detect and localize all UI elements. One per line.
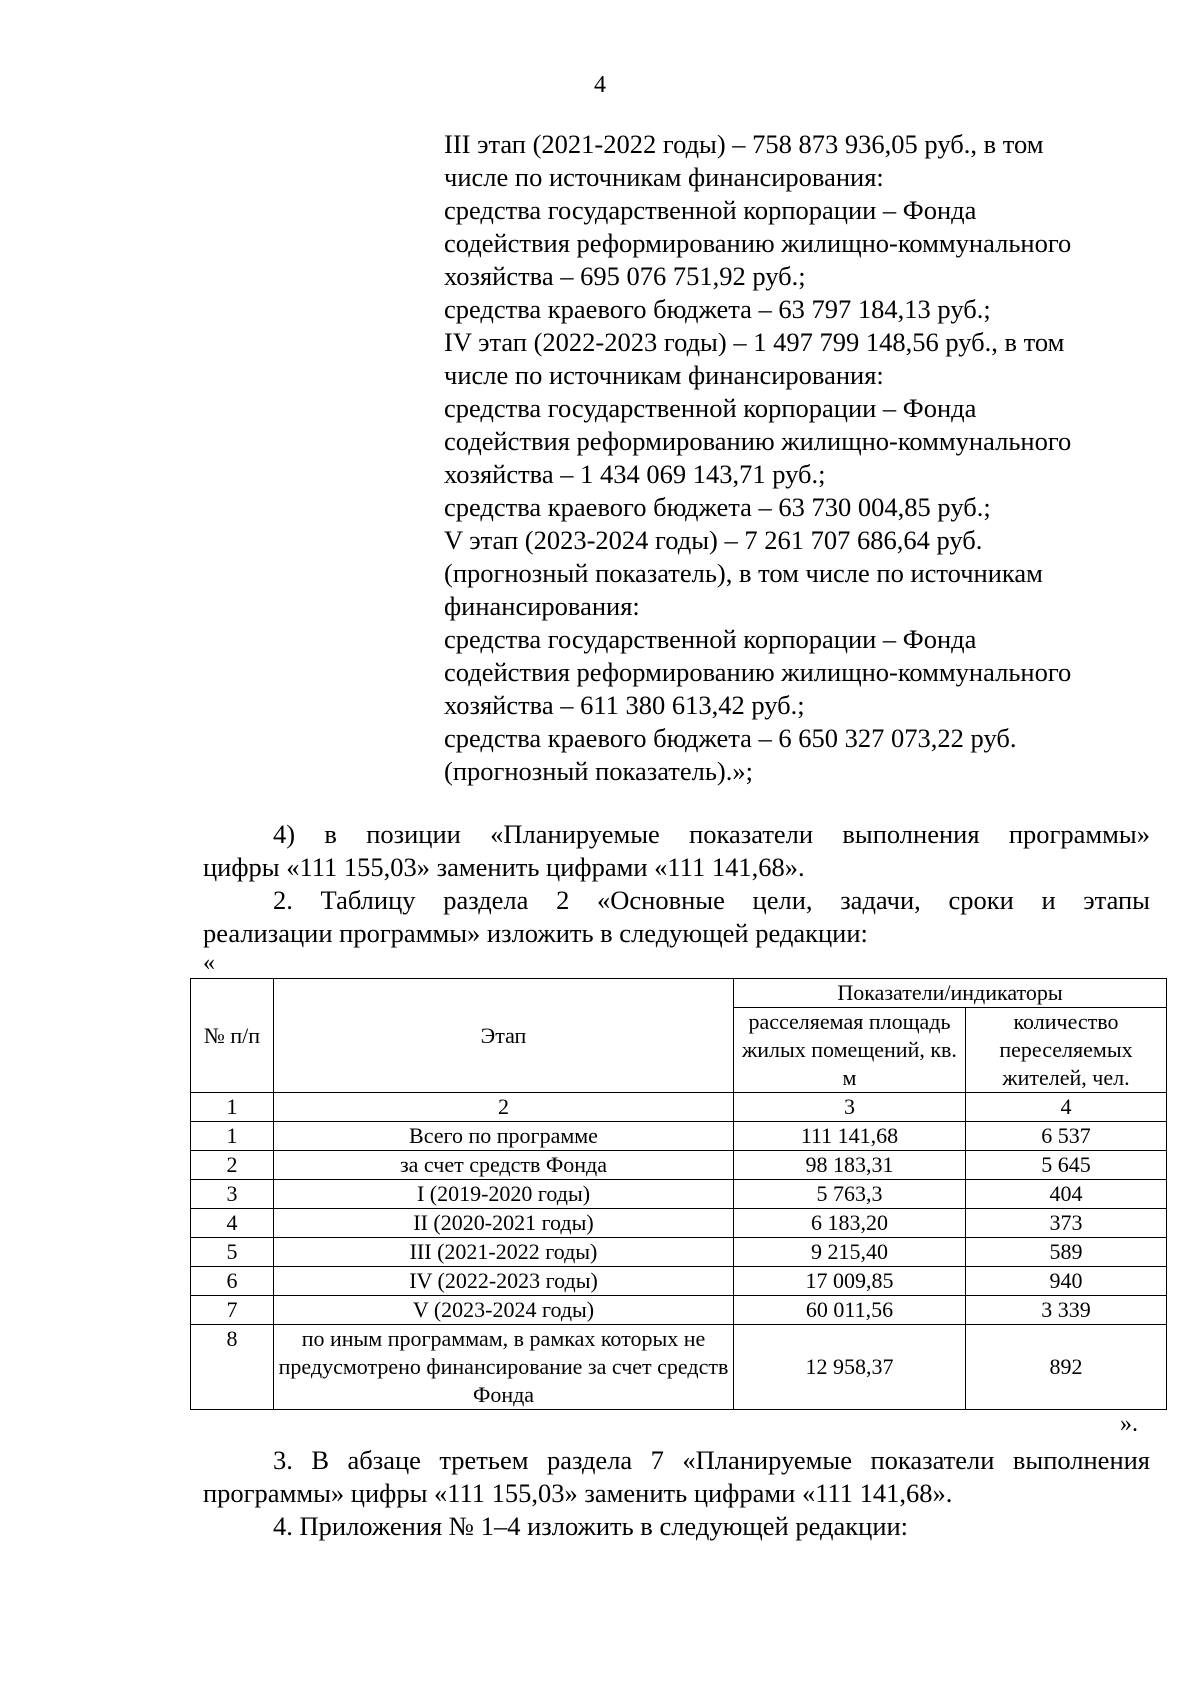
paragraph-item-4	[203, 818, 1150, 884]
column-number: 4	[966, 1093, 1167, 1122]
cell-stage: IV (2022-2023 годы)	[274, 1267, 734, 1296]
passport-text	[444, 128, 1164, 788]
header-num: № п/п	[191, 979, 274, 1093]
passport-line: хозяйства – 611 380 613,42 руб.;	[444, 690, 805, 720]
paragraph-item-2	[203, 884, 1150, 950]
passport-line: средства краевого бюджета – 6 650 327 073,22 руб.	[444, 723, 1017, 753]
passport-line: средства государственной корпорации – Фонда	[444, 195, 977, 225]
cell-area: 5 763,3	[734, 1180, 966, 1209]
paragraph-line: 4. Приложения № 1–4 изложить в следующей редакции:	[273, 1511, 909, 1541]
cell-num: 7	[191, 1296, 274, 1325]
paragraph-line: 4) в позиции «Планируемые показатели выполнения программы»	[273, 819, 1150, 849]
column-number: 2	[274, 1093, 734, 1122]
cell-area: 60 011,56	[734, 1296, 966, 1325]
table-row	[191, 1325, 1167, 1410]
cell-stage: II (2020-2021 годы)	[274, 1209, 734, 1238]
paragraph-line: реализации программы» изложить в следующей редакции:	[203, 918, 868, 948]
paragraph-line: 3. В абзаце третьем раздела 7 «Планируемые показатели выполнения	[273, 1445, 1150, 1475]
passport-line: средства государственной корпорации – Фонда	[444, 393, 977, 423]
paragraph-line: 2. Таблицу раздела 2 «Основные цели, задачи, сроки и этапы	[273, 885, 1150, 915]
passport-line: (прогнозный показатель).»;	[444, 756, 753, 786]
cell-area: 6 183,20	[734, 1209, 966, 1238]
cell-residents: 6 537	[966, 1122, 1167, 1151]
passport-line: содействия реформированию жилищно-коммунального	[444, 657, 1072, 687]
cell-stage: I (2019-2020 годы)	[274, 1180, 734, 1209]
column-number: 1	[191, 1093, 274, 1122]
passport-line: финансирования:	[444, 591, 640, 621]
paragraph-line: цифры «111 155,03» заменить цифрами «111 141,68».	[203, 852, 805, 882]
passport-line: средства государственной корпорации – Фонда	[444, 624, 977, 654]
table-row	[191, 1267, 1167, 1296]
close-quote: ».	[1120, 1411, 1138, 1437]
cell-residents: 373	[966, 1209, 1167, 1238]
paragraph-item-3	[203, 1444, 1150, 1510]
header-stage: Этап	[274, 979, 734, 1093]
cell-stage: за счет средств Фонда	[274, 1151, 734, 1180]
header-indicators: Показатели/индикаторы	[734, 979, 1167, 1008]
cell-residents: 404	[966, 1180, 1167, 1209]
stages-table	[190, 978, 1167, 1410]
cell-num: 6	[191, 1267, 274, 1296]
cell-stage: Всего по программе	[274, 1122, 734, 1151]
cell-residents: 940	[966, 1267, 1167, 1296]
cell-residents: 3 339	[966, 1296, 1167, 1325]
passport-line: содействия реформированию жилищно-коммунального	[444, 426, 1072, 456]
passport-line: III этап (2021-2022 годы) – 758 873 936,05 руб., в том	[444, 129, 1044, 159]
cell-num: 4	[191, 1209, 274, 1238]
cell-residents: 589	[966, 1238, 1167, 1267]
open-quote: «	[203, 950, 215, 976]
cell-residents: 892	[966, 1325, 1167, 1410]
cell-residents: 5 645	[966, 1151, 1167, 1180]
table-row	[191, 1122, 1167, 1151]
page-number: 4	[594, 72, 606, 98]
cell-area: 9 215,40	[734, 1238, 966, 1267]
table-row	[191, 1238, 1167, 1267]
passport-line: числе по источникам финансирования:	[444, 360, 884, 390]
table-row	[191, 1209, 1167, 1238]
passport-line: средства краевого бюджета – 63 730 004,85 руб.;	[444, 492, 991, 522]
cell-area: 12 958,37	[734, 1325, 966, 1410]
header-residents: количество переселяемых жителей, чел.	[966, 1008, 1167, 1093]
cell-stage: V (2023-2024 годы)	[274, 1296, 734, 1325]
paragraph-line: программы» цифры «111 155,03» заменить цифрами «111 141,68».	[203, 1478, 953, 1508]
paragraph-item-4-appendices	[203, 1510, 1150, 1543]
header-area: расселяемая площадь жилых помещений, кв. м	[734, 1008, 966, 1093]
cell-area: 111 141,68	[734, 1122, 966, 1151]
cell-num: 3	[191, 1180, 274, 1209]
passport-line: хозяйства – 1 434 069 143,71 руб.;	[444, 459, 826, 489]
passport-line: числе по источникам финансирования:	[444, 162, 884, 192]
passport-line: V этап (2023-2024 годы) – 7 261 707 686,64 руб.	[444, 525, 983, 555]
passport-line: средства краевого бюджета – 63 797 184,13 руб.;	[444, 294, 991, 324]
table-row	[191, 1151, 1167, 1180]
column-number: 3	[734, 1093, 966, 1122]
passport-line: содействия реформированию жилищно-коммунального	[444, 228, 1072, 258]
cell-stage: III (2021-2022 годы)	[274, 1238, 734, 1267]
passport-line: IV этап (2022-2023 годы) – 1 497 799 148,56 руб., в том	[444, 327, 1065, 357]
cell-stage: по иным программам, в рамках которых не предусмотрено финансирование за счет средств Фонда	[274, 1325, 734, 1410]
cell-num: 2	[191, 1151, 274, 1180]
table-row	[191, 1296, 1167, 1325]
cell-area: 17 009,85	[734, 1267, 966, 1296]
passport-line: хозяйства – 695 076 751,92 руб.;	[444, 261, 806, 291]
cell-num: 5	[191, 1238, 274, 1267]
table-row	[191, 1180, 1167, 1209]
column-number-row	[191, 1093, 1167, 1122]
cell-num: 8	[191, 1325, 274, 1410]
cell-num: 1	[191, 1122, 274, 1151]
cell-area: 98 183,31	[734, 1151, 966, 1180]
passport-line: (прогнозный показатель), в том числе по источникам	[444, 558, 1043, 588]
